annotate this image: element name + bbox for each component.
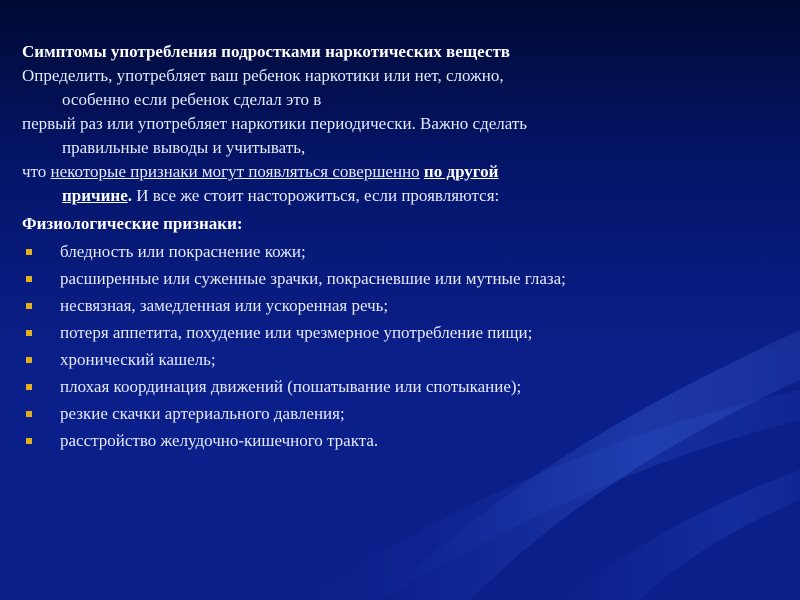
list-item bbox=[22, 429, 782, 453]
emphasis-text: по другой bbox=[423, 162, 499, 181]
slide-content bbox=[22, 40, 782, 456]
list-item bbox=[22, 240, 782, 264]
list-item-text: плохая координация движений (пошатывание или спотыкание); bbox=[60, 377, 522, 396]
list-item-text: несвязная, замедленная или ускоренная речь; bbox=[60, 296, 389, 315]
list-item bbox=[22, 348, 782, 372]
paragraph-line: правильные выводы и учитывать, bbox=[62, 138, 306, 157]
bullet-icon bbox=[26, 384, 32, 390]
list-item bbox=[22, 267, 782, 291]
list-item-text: потеря аппетита, похудение или чрезмерное употребление пищи; bbox=[60, 323, 533, 342]
intro-paragraph bbox=[22, 64, 782, 208]
list-item bbox=[22, 321, 782, 345]
slide-title: Симптомы употребления подростками наркотических веществ bbox=[22, 42, 510, 61]
list-item-text: резкие скачки артериального давления; bbox=[60, 404, 345, 423]
list-item bbox=[22, 294, 782, 318]
bullet-icon bbox=[26, 249, 32, 255]
bullet-icon bbox=[26, 303, 32, 309]
bullet-icon bbox=[26, 357, 32, 363]
underlined-text: некоторые признаки могут появляться совершенно bbox=[50, 162, 420, 181]
paragraph-text: что bbox=[22, 162, 51, 181]
paragraph-line: особенно если ребенок сделал это в bbox=[62, 90, 322, 109]
section-subtitle: Физиологические признаки: bbox=[22, 214, 243, 233]
emphasis-period: . bbox=[127, 186, 133, 205]
paragraph-line bbox=[22, 184, 782, 208]
symptom-list bbox=[22, 240, 782, 453]
emphasis-text: причине bbox=[62, 186, 128, 205]
bullet-icon bbox=[26, 330, 32, 336]
bullet-icon bbox=[26, 438, 32, 444]
bullet-icon bbox=[26, 411, 32, 417]
paragraph-text: И все же стоит насторожиться, если проявляются: bbox=[132, 186, 500, 205]
list-item bbox=[22, 375, 782, 399]
list-item-text: расстройство желудочно-кишечного тракта. bbox=[60, 431, 379, 450]
list-item-text: бледность или покраснение кожи; bbox=[60, 242, 306, 261]
list-item-text: расширенные или суженные зрачки, покрасневшие или мутные глаза; bbox=[60, 269, 566, 288]
list-item bbox=[22, 402, 782, 426]
bullet-icon bbox=[26, 276, 32, 282]
paragraph-line: первый раз или употребляет наркотики периодически. Важно сделать bbox=[22, 114, 528, 133]
list-item-text: хронический кашель; bbox=[60, 350, 216, 369]
paragraph-line: Определить, употребляет ваш ребенок наркотики или нет, сложно, bbox=[22, 66, 504, 85]
paragraph-line bbox=[22, 160, 782, 184]
